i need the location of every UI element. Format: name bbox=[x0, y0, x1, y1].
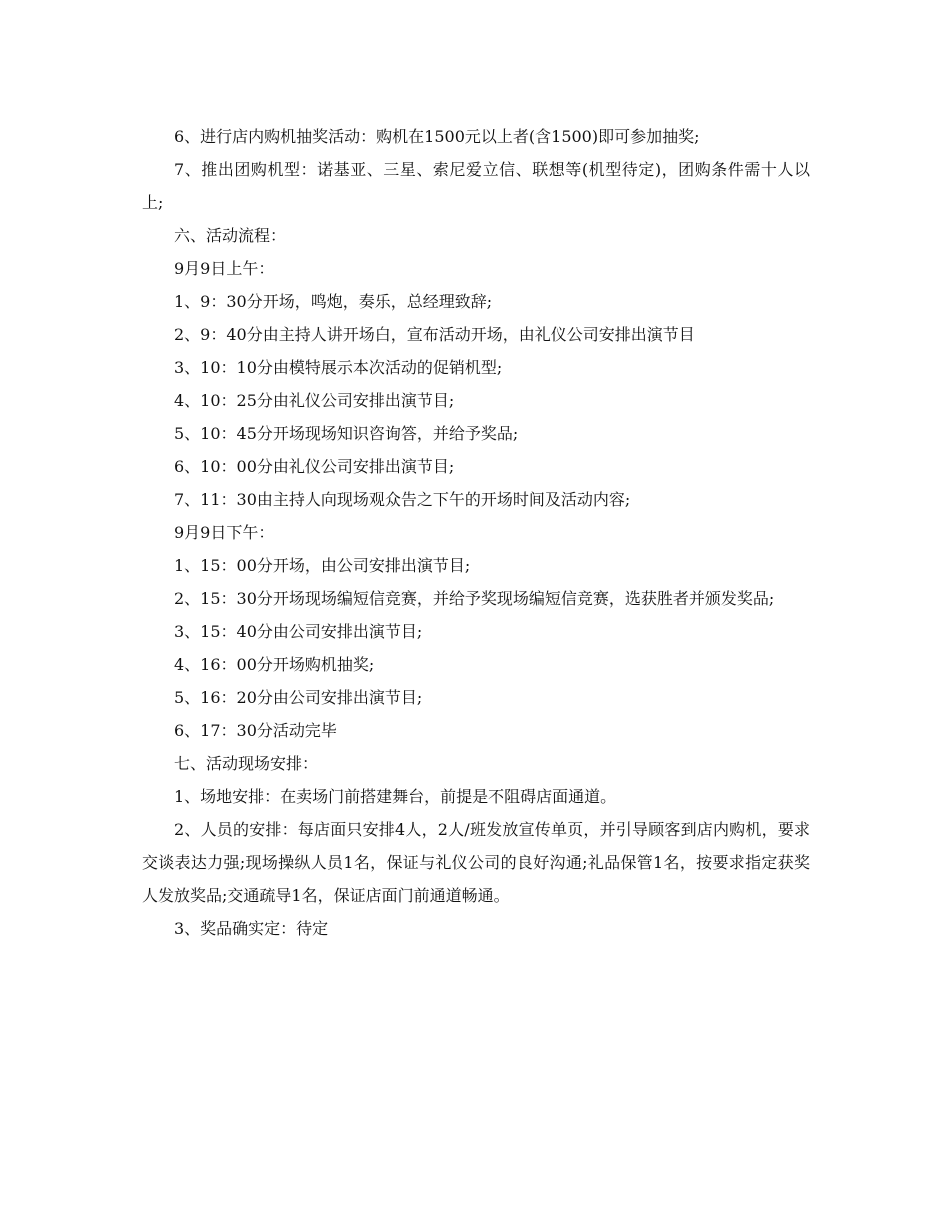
arrangement-item: 1、场地安排：在卖场门前搭建舞台，前提是不阻碍店面通道。 bbox=[174, 787, 617, 806]
schedule-item: 1、9：30分开场，鸣炮，奏乐，总经理致辞; bbox=[174, 292, 493, 311]
paragraph-group-buy: 7、推出团购机型：诺基亚、三星、索尼爱立信、联想等(机型待定)，团购条件需十人以上; bbox=[142, 160, 810, 212]
schedule-item: 4、16：00分开场购机抽奖; bbox=[174, 655, 375, 674]
document-body bbox=[142, 120, 810, 945]
subheading-afternoon: 9月9日下午： bbox=[174, 523, 275, 542]
subheading-morning: 9月9日上午： bbox=[174, 259, 275, 278]
arrangement-item: 3、奖品确实定：待定 bbox=[174, 919, 329, 938]
section-heading-process: 六、活动流程： bbox=[174, 226, 287, 245]
schedule-item: 1、15：00分开场，由公司安排出演节目; bbox=[174, 556, 471, 575]
schedule-item: 3、15：40分由公司安排出演节目; bbox=[174, 622, 423, 641]
schedule-item: 3、10：10分由模特展示本次活动的促销机型; bbox=[174, 358, 503, 377]
schedule-item: 2、15：30分开场现场编短信竞赛，并给予奖现场编短信竞赛，选获胜者并颁发奖品; bbox=[174, 589, 775, 608]
section-heading-arrangement: 七、活动现场安排： bbox=[174, 754, 319, 773]
schedule-item: 2、9：40分由主持人讲开场白，宣布活动开场，由礼仪公司安排出演节目 bbox=[174, 325, 695, 344]
schedule-item: 6、10：00分由礼仪公司安排出演节目; bbox=[174, 457, 455, 476]
paragraph-lottery: 6、进行店内购机抽奖活动：购机在1500元以上者(含1500)即可参加抽奖; bbox=[174, 127, 700, 146]
schedule-item: 6、17：30分活动完毕 bbox=[174, 721, 337, 740]
arrangement-item: 2、人员的安排：每店面只安排4人，2人/班发放宣传单页，并引导顾客到店内购机，要求交谈表达力强;现场操纵人员1名，保证与礼仪公司的良好沟通;礼品保管1名，按要求指定获奖人发放奖品;交通疏导1名，保证店面门前通道畅通。 bbox=[142, 820, 810, 905]
schedule-item: 7、11：30由主持人向现场观众告之下午的开场时间及活动内容; bbox=[174, 490, 631, 509]
schedule-item: 4、10：25分由礼仪公司安排出演节目; bbox=[174, 391, 455, 410]
schedule-item: 5、16：20分由公司安排出演节目; bbox=[174, 688, 423, 707]
schedule-item: 5、10：45分开场现场知识咨询答，并给予奖品; bbox=[174, 424, 519, 443]
